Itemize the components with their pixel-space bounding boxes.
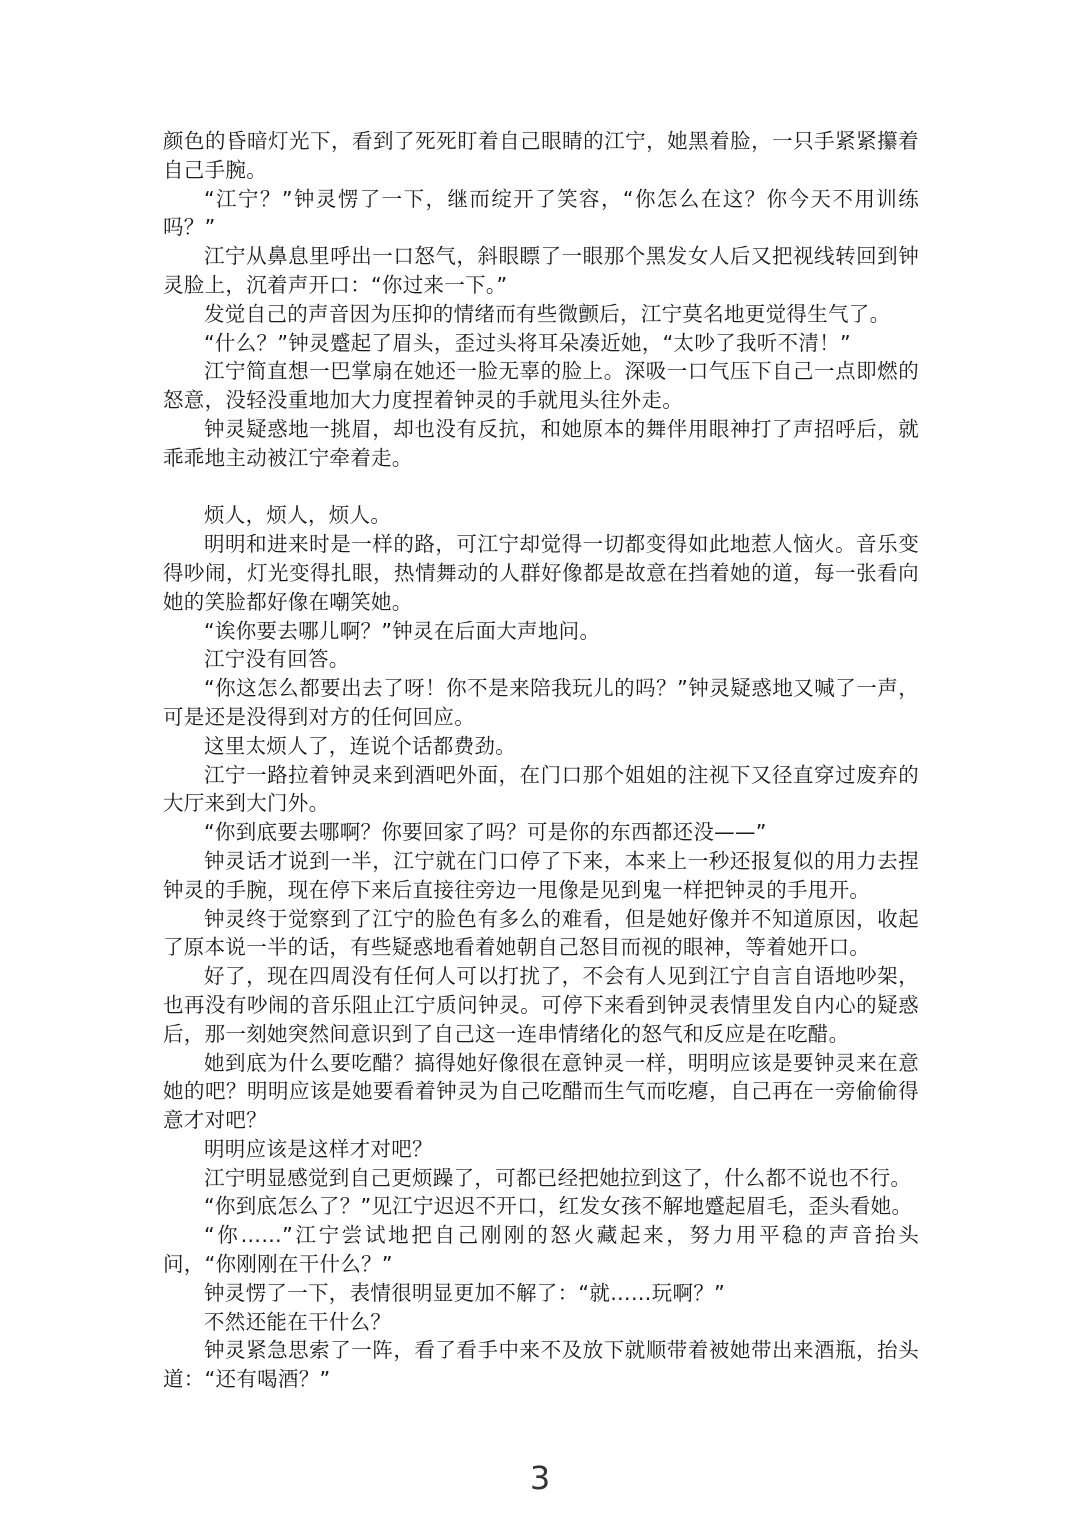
- paragraph: 这里太烦人了，连说个话都费劲。: [204, 733, 516, 758]
- paragraph: “什么？”钟灵蹙起了眉头，歪过头将耳朵凑近她，“太吵了我听不清！”: [204, 330, 851, 355]
- paragraph: 江宁明显感觉到自己更烦躁了，可都已经把她拉到这了，什么都不说也不行。: [204, 1165, 912, 1190]
- paragraph: 不然还能在干什么？: [204, 1309, 392, 1334]
- paragraph: 钟灵紧急思索了一阵，看了看手中来不及放下就顺带着被她带出来酒瓶，抬头道：“还有喝酒？”: [163, 1338, 919, 1392]
- paragraph: 江宁简直想一巴掌扇在她还一脸无辜的脸上。深吸一口气压下自己一点即燃的怒意，没轻没重地加大力度捏着钟灵的手就甩头往外走。: [163, 359, 919, 413]
- page-number: 3: [529, 1459, 551, 1497]
- paragraph: 钟灵话才说到一半，江宁就在门口停了下来，本来上一秒还报复似的用力去捏钟灵的手腕，现在停下来后直接往旁边一甩像是见到鬼一样把钟灵的手甩开。: [163, 848, 919, 902]
- paragraph: 明明和进来时是一样的路，可江宁却觉得一切都变得如此地惹人恼火。音乐变得吵闹，灯光变得扎眼，热情舞动的人群好像都是故意在挡着她的道，每一张看向她的笑脸都好像在嘲笑她。: [163, 532, 919, 614]
- paragraph: “你……”江宁尝试地把自己刚刚的怒火藏起来，努力用平稳的声音抬头问，“你刚刚在干什么？”: [163, 1223, 919, 1277]
- paragraph: 江宁从鼻息里呼出一口怒气，斜眼瞟了一眼那个黑发女人后又把视线转回到钟灵脸上，沉着声开口：“你过来一下。”: [163, 244, 919, 297]
- paragraph: 钟灵终于觉察到了江宁的脸色有多么的难看，但是她好像并不知道原因，收起了原本说一半的话，有些疑惑地看着她朝自己怒目而视的眼神，等着她开口。: [163, 906, 919, 960]
- paragraph: “你这怎么都要出去了呀！你不是来陪我玩儿的吗？”钟灵疑惑地又喊了一声，可是还是没得到对方的任何回应。: [163, 676, 919, 729]
- paragraph: 江宁没有回答。: [204, 647, 350, 672]
- paragraph: 好了，现在四周没有任何人可以打扰了，不会有人见到江宁自言自语地吵架，也再没有吵闹的音乐阻止江宁质问钟灵。可停下来看到钟灵表情里发自内心的疑惑后，那一刻她突然间意识到了自己这一连串情绪化的怒气和反应是在吃醋。: [163, 964, 919, 1046]
- paragraph: “江宁？”钟灵愣了一下，继而绽开了笑容，“你怎么在这？你今天不用训练吗？”: [163, 186, 919, 240]
- paragraph: 烦人，烦人，烦人。: [204, 503, 392, 528]
- paragraph: “诶你要去哪儿啊？”钟灵在后面大声地问。: [204, 618, 601, 643]
- paragraph: 明明应该是这样才对吧？: [204, 1136, 433, 1161]
- paragraph: “你到底怎么了？”见江宁迟迟不开口，红发女孩不解地蹙起眉毛，歪头看她。: [204, 1194, 913, 1219]
- paragraph: 发觉自己的声音因为压抑的情绪而有些微颤后，江宁莫名地更觉得生气了。: [204, 301, 891, 326]
- page-body: [163, 127, 919, 1394]
- paragraph: 钟灵疑惑地一挑眉，却也没有反抗，和她原本的舞伴用眼神打了声招呼后，就乖乖地主动被江宁牵着走。: [163, 416, 919, 470]
- paragraph: 钟灵愣了一下，表情很明显更加不解了：“就……玩啊？”: [204, 1280, 726, 1305]
- paragraph: 颜色的昏暗灯光下，看到了死死盯着自己眼睛的江宁，她黑着脸，一只手紧紧攥着自己手腕。: [163, 129, 919, 182]
- section-break: [163, 473, 919, 502]
- paragraph: 江宁一路拉着钟灵来到酒吧外面，在门口那个姐姐的注视下又径直穿过废弃的大厅来到大门外。: [163, 762, 919, 816]
- paragraph: 她到底为什么要吃醋？搞得她好像很在意钟灵一样，明明应该是要钟灵来在意她的吧？明明应该是她要看着钟灵为自己吃醋而生气而吃瘪，自己再在一旁偷偷得意才对吧？: [163, 1050, 919, 1133]
- paragraph: “你到底要去哪啊？你要回家了吗？可是你的东西都还没——”: [204, 820, 767, 845]
